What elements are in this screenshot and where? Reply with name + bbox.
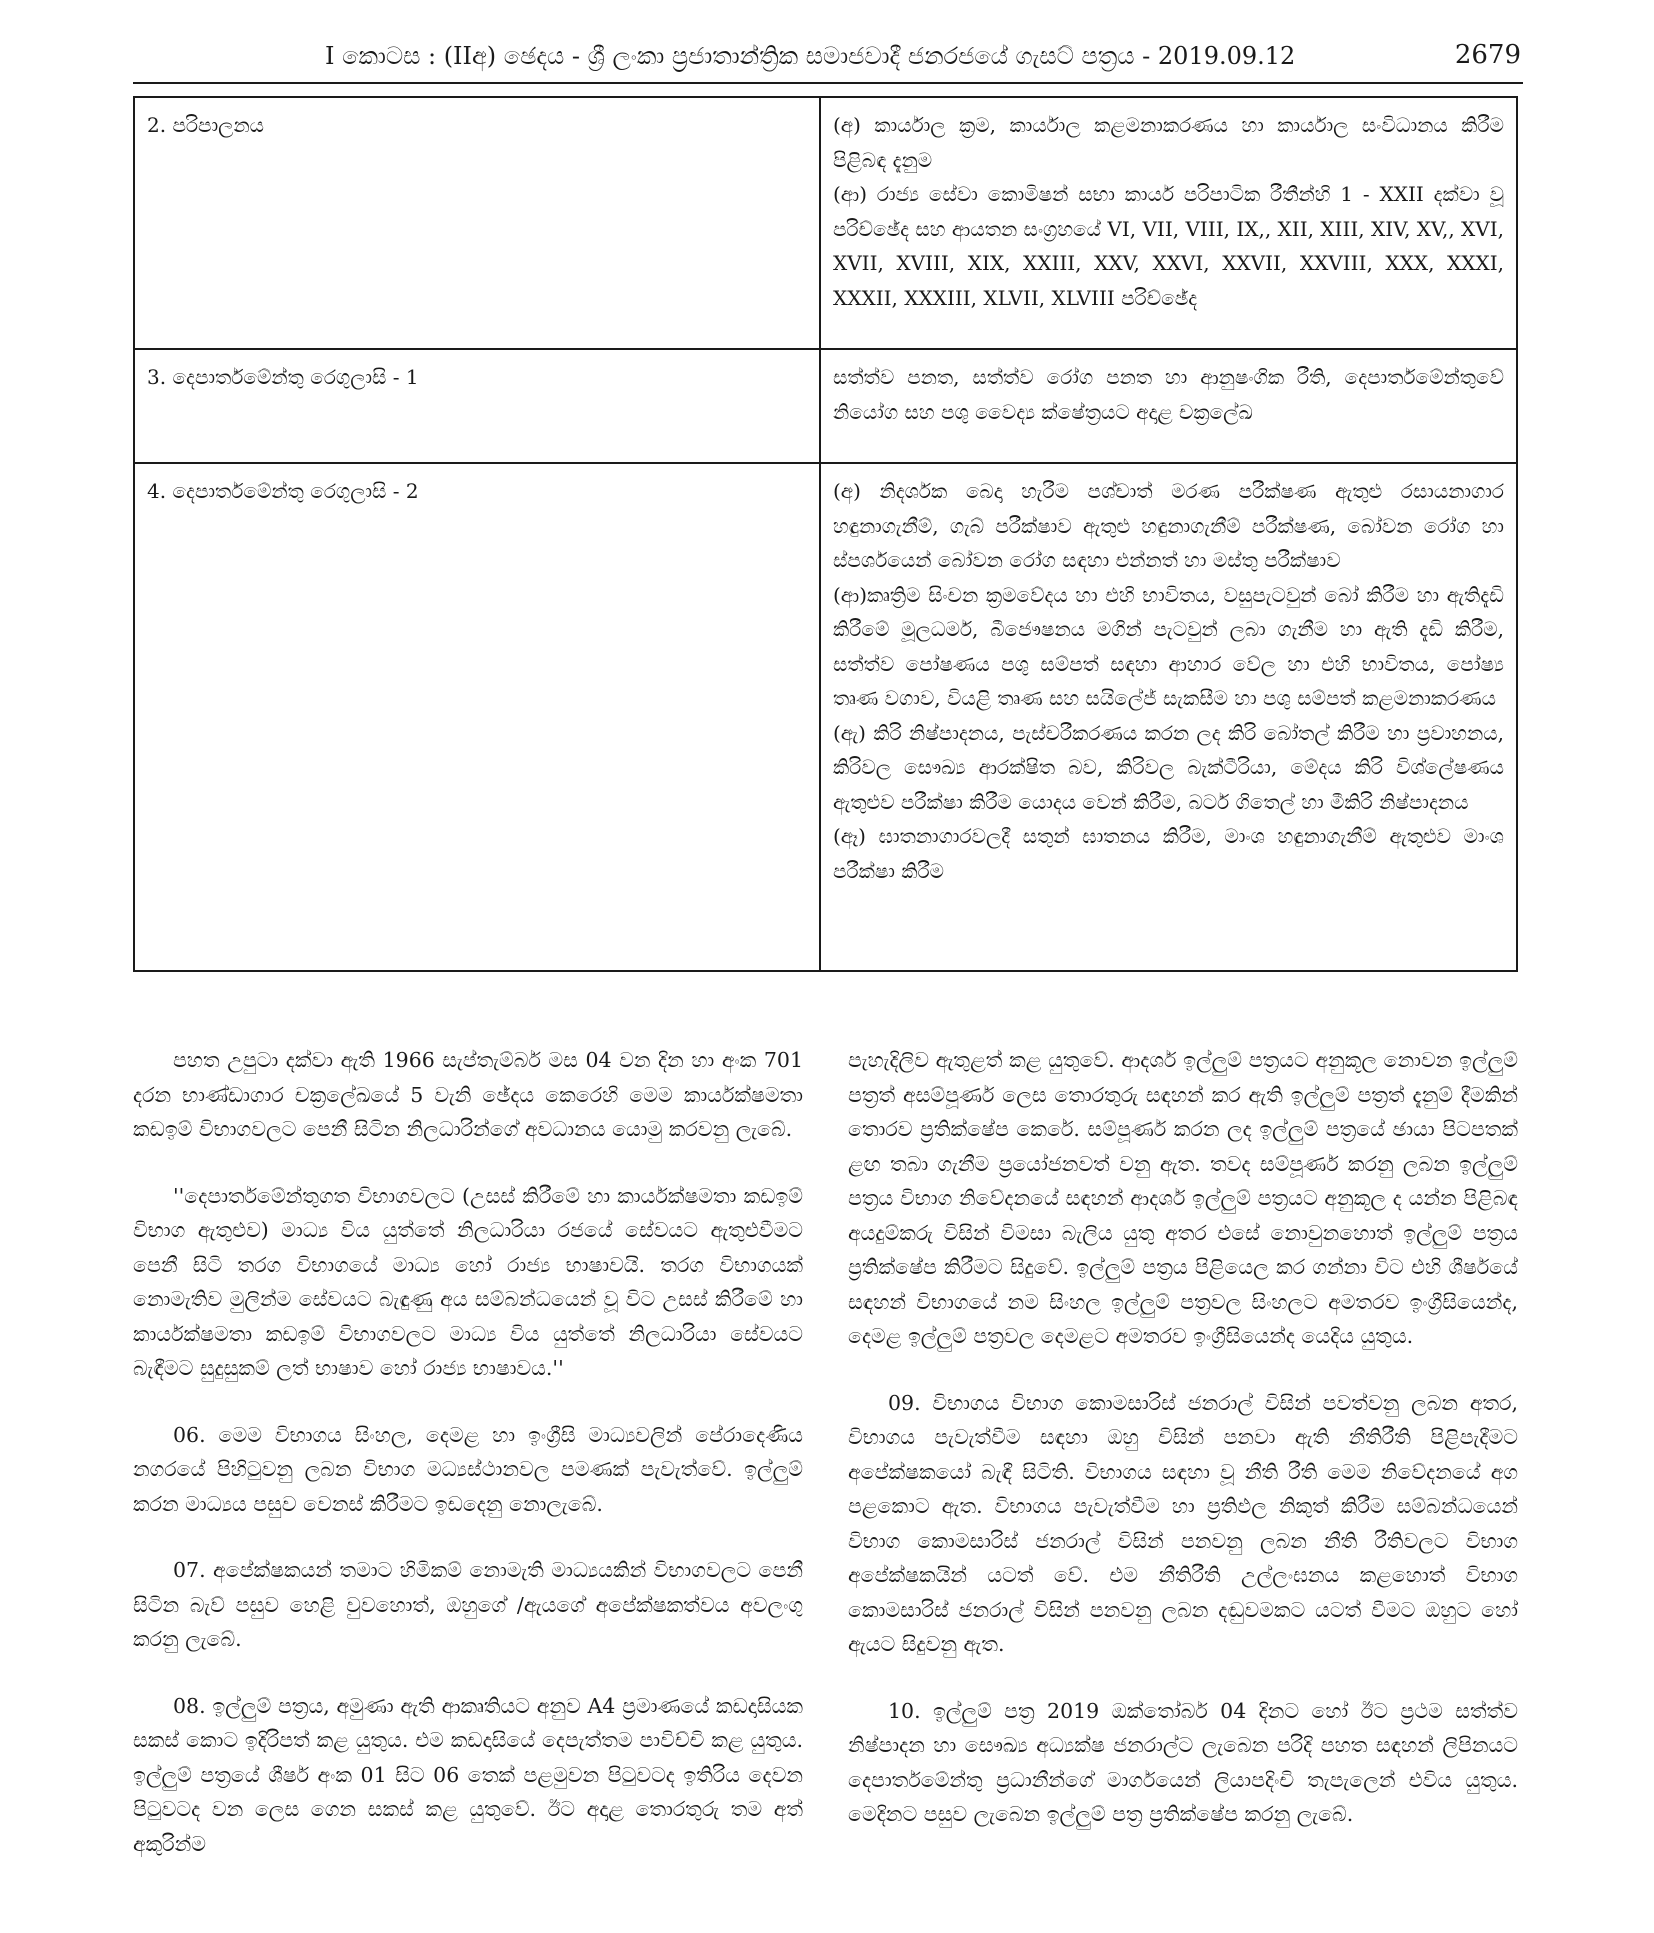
content-item: (අ) නිදර්ශක බෙදා හැරීම පශ්චාත් මරණ පරීක්ෂණ ඇතුළු රසායනාගාර හඳුනාගැනීම්, ගැබ් පරීක්ෂාව ඇතුළු හඳුනාගැනීම් පරීක්ෂණ, බෝවන රෝග හා ස්පර්ශයෙන් බෝවන රෝග සඳහා එන්නත් හා මස්තු පරීක්ෂාව — [833, 479, 1504, 572]
syllabus-table — [133, 96, 1518, 972]
content-cell — [820, 349, 1517, 463]
paragraph-08: 08. ඉල්ලුම් පත්‍රය, අමුණා ඇති ආකෘතියට අනුව A4 ප්‍රමාණයේ කඩදාසියක සකස් කොට ඉදිරිපත් කළ යුතුය. එම කඩදාසියේ දෙපැත්තම පාවිච්චි කළ යුතුය. ඉල්ලුම් පත්‍රයේ ශීර්ෂ අංක 01 සිට 06 තෙක් පළමුවන පිටුවටද ඉතිරිය දෙවන පිටුවටද වන ලෙස ගෙන සකස් කළ යුතුවේ. ඊට අදාළ තොරතුරු තම අත් අකුරින්ම — [133, 1693, 803, 1856]
content-item: (ආ)කෘත්‍රිම සිංචන ක්‍රමවේදය හා එහි භාවිතය, වසුපැටවුන් බෝ කිරීම හා ඇතිදැඩි කිරීමේ මූලධර්ම, බීජෞෂනය මගින් පැටවුන් ලබා ගැනීම හා ඇති දැඩි කිරීම, සත්ත්ව පෝෂණය පශු සම්පත් සඳහා ආහාර වේල හා එහි භාවිතය, පෝෂ්‍ය තෘණ වගාව, වියළි තෘණ සහ සයිලේජ් සැකසීම හා පශු සම්පත් කළමනාකරණය — [833, 582, 1504, 710]
paragraph-07: 07. අපේක්ෂකයන් තමාට හිමිකම් නොමැති මාධ්‍යයකින් විභාගවලට පෙනී සිටින බැව් පසුව හෙළි වුවහොත්, ඔහුගේ /ඇයගේ අපේක්ෂකත්වය අවලංගු කරනු ලැබේ. — [133, 1558, 803, 1651]
table-row — [134, 97, 1517, 349]
header-rule — [133, 82, 1523, 84]
content-item: (ආ) රාජ්‍ය සේවා කොමිෂන් සභා කාර්ය පරිපාටික රීතීන්හි 1 - XXII දක්වා වූ පරිච්ඡේද සහ ආයතන සංග්‍රහයේ VI, VII, VIII, IX,, XII, XIII, XIV, XV,, XVI, XVII, XVIII, XIX, XXIII, XXV, XXVI, XXVII, XXVIII, XXX, XXXI, XXXII, XXXIII, XLVII, XLVIII පරිච්ඡේද — [833, 182, 1504, 310]
content-cell — [820, 97, 1517, 349]
subject-cell: 3. දෙපාර්තමේන්තු රෙගුලාසි - 1 — [134, 349, 820, 463]
content-item: (අ) කාර්යාල ක්‍රම, කාර්යාල කළමනාකරණය හා කාර්යාල සංවිධානය කිරීම පිළිබඳ දැනුම — [833, 113, 1504, 172]
content-item: සත්ත්ව පනත, සත්ත්ව රෝග පනත හා ආනුෂංගික රීති, දෙපාර්තමේන්තුවේ නියෝග සහ පශු වෛද්‍ය ක්ෂේත්‍රයට අදාළ චක්‍රලේඛ — [833, 365, 1504, 424]
content-item: (ඈ) ඝාතනාගාරවලදී සතුන් ඝාතනය කිරීම, මාංශ හඳුනාගැනීම් ඇතුළුව මාංශ පරීක්ෂා කිරීම — [833, 824, 1504, 883]
content-cell — [820, 463, 1517, 971]
subject-cell: 4. දෙපාර්තමේන්තු රෙගුලාසි - 2 — [134, 463, 820, 971]
table-row — [134, 349, 1517, 463]
left-text-column — [133, 1043, 803, 1893]
content-item: (ඇ) කිරි නිෂ්පාදනය, පැස්චරීකරණය කරන ලද කිරි බෝතල් කිරීම හා ප්‍රවාහනය, කිරිවල සෞඛ්‍ය ආරක්ෂිත බව, කිරිවල බැක්ටීරියා, මේදය කිරි විශ්ලේෂණය ඇතුළුව පරීක්ෂා කිරීම යොදය වෙන් කිරීම, බටර් ගිතෙල් හා මීකිරි නිෂ්පාදනය — [833, 720, 1504, 814]
paragraph-10: 10. ඉල්ලුම් පත්‍ර 2019 ඔක්තෝබර් 04 දිනට හෝ ඊට ප්‍රථම සත්ත්ව නිෂ්පාදන හා සෞඛ්‍ය අධ්‍යක්ෂ ජනරාල්ට ලැබෙන පරිදි පහත සඳහන් ලිපිනයට දෙපාර්තමේන්තු ප්‍රධානීන්ගේ මාර්ගයෙන් ලියාපදිංචි තැපැලෙන් එවිය යුතුය. මෙදිනට පසුව ලැබෙන ඉල්ලුම් පත්‍ර ප්‍රතික්ෂේප කරනු ලැබේ. — [848, 1698, 1518, 1826]
paragraph: පහත උපුටා දක්වා ඇති 1966 සැප්තැම්බර් මස 04 වන දින හා අංක 701 දරන භාණ්ඩාගාර චක්‍රලේඛයේ 5 වැනි ඡේදය කෙරෙහි මෙම කාර්යක්ෂමතා කඩඉම් විභාගවලට පෙනී සිටින නිලධාරින්ගේ අවධානය යොමු කරවනු ලැබේ. — [133, 1048, 803, 1141]
table-row — [134, 463, 1517, 971]
page-header — [133, 36, 1523, 84]
paragraph-08-continued: පැහැදිලිව ඇතුළත් කළ යුතුවේ. ආදර්ශ ඉල්ලුම් පත්‍රයට අනුකූල නොවන ඉල්ලුම් පත්‍රත් අසම්පූර්ණ ලෙස තොරතුරු සඳහන් කර ඇති ඉල්ලුම් පත්‍රත් දැනුම් දීමකින් තොරව ප්‍රතික්ෂේප කෙරේ. සම්පූර්ණ කරන ලද ඉල්ලුම් පත්‍රයේ ඡායා පිටපතක් ළඟ තබා ගැනීම ප්‍රයෝජනවත් වනු ඇත. තවද සම්පූර්ණ කරනු ලබන ඉල්ලුම් පත්‍රය විභාග නිවේදනයේ සඳහන් ආදර්ශ ඉල්ලුම් පත්‍රයට අනුකූල ද යන්න පිළිබඳ අයදුම්කරු විසින් විමසා බැලිය යුතු අතර එසේ නොවුනහොත් ඉල්ලුම් පත්‍රය ප්‍රතික්ෂේප කිරීමට සිදුවේ. ඉල්ලුම් පත්‍රය පිළියෙල කර ගන්නා විට එහි ශීර්ෂයේ සඳහන් විභාගයේ නම සිංහල ඉල්ලුම් පත්‍රවල සිංහලට අමතරව ඉංග්‍රීසියෙන්ද, දෙමළ ඉල්ලුම් පත්‍රවල දෙමළට අමතරව ඉංග්‍රීසියෙන්ද යෙදිය යුතුය. — [848, 1048, 1518, 1348]
gazette-running-title: I කොටස : (IIඅ) ඡෙදය - ශ්‍රී ලංකා ප්‍රජාතාන්ත්‍රික සමාජවාදී ජනරජයේ ගැසට් පත්‍රය - 2019.09.12 — [325, 42, 1296, 70]
subject-cell: 2. පරිපාලනය — [134, 97, 820, 349]
quoted-circular-paragraph: ''දෙපාර්තමේන්තුගත විභාගවලට (උසස් කිරීමේ හා කාර්යක්ෂමතා කඩඉම් විභාග ඇතුළුව) මාධ්‍ය විය යුත්තේ නිලධාරියා රජයේ සේවයට ඇතුළුවීමට පෙනී සිටි තරග විභාගයේ මාධ්‍ය හෝ රාජ්‍ය භාෂාවයි. තරග විභාගයක් නොමැතිව මුලින්ම සේවයට බැඳුණු අය සම්බන්ධයෙන් වූ විට උසස් කිරීමේ හා කාර්යක්ෂමතා කඩඉම් විභාගවලට මාධ්‍ය විය යුත්තේ නිලධාරියා සේවයට බැඳීමට සුදුසුකම් ලත් භාෂාව හෝ රාජ්‍ය භාෂාවය.'' — [133, 1183, 803, 1380]
paragraph-06: 06. මෙම විභාගය සිංහල, දෙමළ හා ඉංග්‍රීසි මාධ්‍යවලින් පේරාදෙණිය නගරයේ පිහිටුවනු ලබන විභාග මධ්‍යස්ථානවල පමණක් පැවැත්වේ. ඉල්ලුම් කරන මාධ්‍යය පසුව වෙනස් කිරීමට ඉඩදෙනු නොලැබේ. — [133, 1422, 803, 1516]
page-number: 2679 — [1454, 40, 1521, 70]
paragraph-09: 09. විභාගය විභාග කොමසාරිස් ජනරාල් විසින් පවත්වනු ලබන අතර, විභාගය පැවැත්වීම සඳහා ඔහු විසින් පනවා ඇති නීතිරීති පිළිපැදීමට අපේක්ෂකයෝ බැඳී සිටිති. විභාගය සඳහා වූ නීති රීති මෙම නිවේදනයේ අග පළකොට ඇත. විභාගය පැවැත්වීම හා ප්‍රතිඵල නිකුත් කිරීම සම්බන්ධයෙන් විභාග කොමසාරිස් ජනරාල් විසින් පනවනු ලබන නීති රීතිවලට විභාග අපේක්ෂකයින් යටත් වේ. එම නීතිරීති උල්ලංඝනය කළහොත් විභාග කොමසාරිස් ජනරාල් විසින් පනවනු ලබන දඬුවමකට යටත් වීමට ඔහුට හෝ ඇයට සිදුවනු ඇත. — [848, 1390, 1518, 1656]
right-text-column — [848, 1043, 1518, 1864]
